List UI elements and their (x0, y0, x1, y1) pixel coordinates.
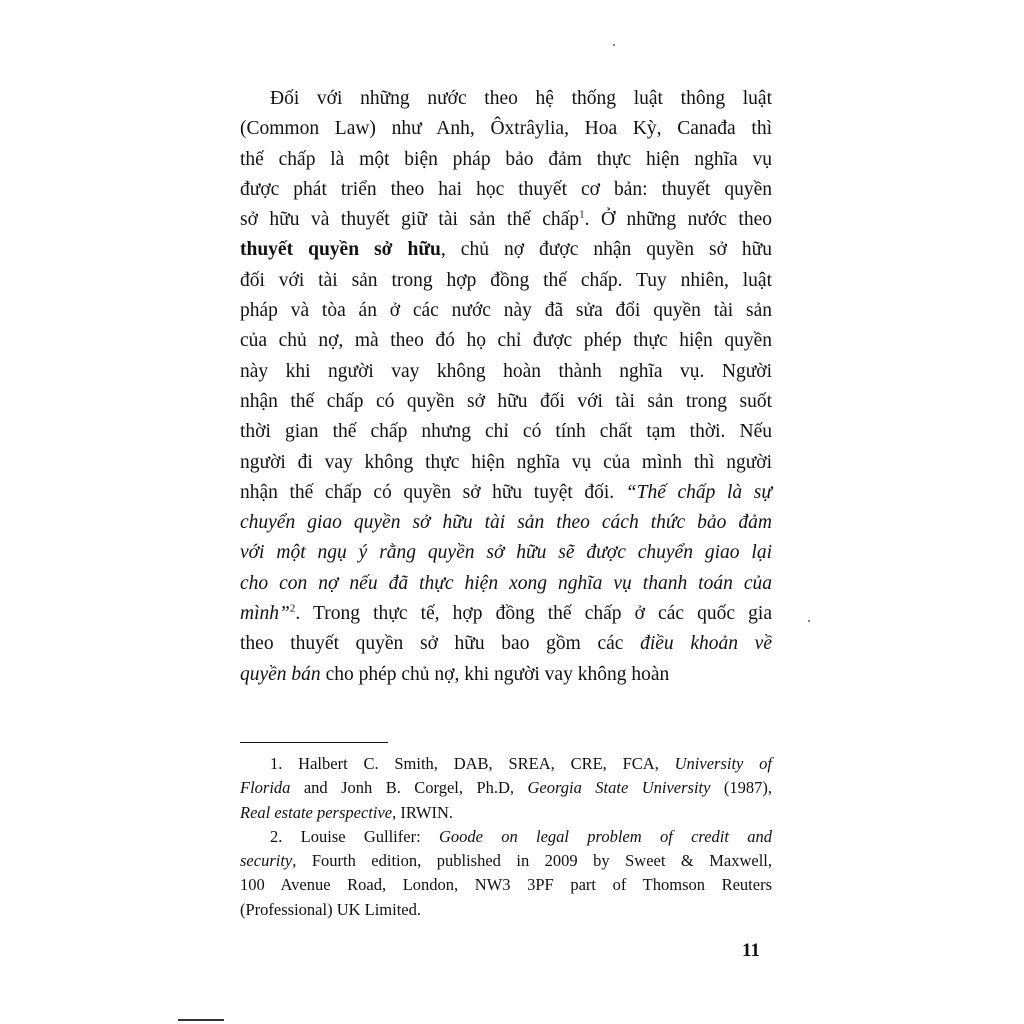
text-segment: . Ở những nước theo (584, 209, 772, 231)
text-segment: 1. Halbert C. Smith, DAB, SREA, CRE, FCA, (270, 754, 675, 773)
italic-term: điều khoản về (640, 633, 772, 655)
footnote-line (240, 801, 772, 825)
text-segment: theo thuyết quyền sở hữu bao gồm các (240, 633, 641, 655)
text-line (240, 508, 772, 538)
scan-edge-mark (178, 1019, 224, 1021)
italic-source: University of (674, 754, 772, 773)
italic-title: Goode on legal problem of credit and (438, 826, 772, 846)
text-line: thế chấp là một biện pháp bảo đảm thực hiện nghĩa vụ (240, 148, 772, 170)
footnote-line: 100 Avenue Road, London, NW3 3PF part of Thomson Reuters (240, 875, 772, 895)
text-line (240, 235, 772, 265)
text-segment: 2. Louise Gullifer: (270, 826, 439, 846)
text-line: pháp và tòa án ở các nước này đã sửa đổi quyền tài sản (240, 300, 772, 322)
footnote-ref-1: 1 (579, 208, 585, 221)
speck-mark (808, 620, 810, 622)
text-segment: , Fourth edition, published in 2009 by Sweet & Maxwell, (292, 851, 772, 871)
page-number: 11 (742, 940, 760, 961)
italic-quote: “Thế chấp là sự (625, 481, 772, 503)
text-segment: (1987), (710, 778, 772, 798)
text-line (240, 660, 772, 690)
italic-quote: với một ngụ ý rằng quyền sở hữu sẽ được chuyển giao lại (240, 542, 772, 564)
text-segment: , chủ nợ được nhận quyền sở hữu (440, 239, 772, 261)
italic-source: Georgia State University (527, 778, 711, 798)
footnote-ref-2: 2 (289, 602, 296, 615)
main-paragraph (240, 84, 772, 690)
text-line: nhận thế chấp có quyền sở hữu đối với tài sản trong suốt (240, 390, 772, 412)
italic-title: Real estate perspective (240, 802, 393, 822)
text-line (240, 205, 772, 235)
text-segment: sở hữu và thuyết giữ tài sản thế chấp (240, 209, 580, 231)
text-segment: nhận thế chấp có quyền sở hữu tuyệt đối. (240, 481, 626, 503)
text-segment: and Jonh B. Corgel, Ph.D, (290, 778, 528, 798)
footnote-line (240, 752, 772, 776)
italic-quote: chuyển giao quyền sở hữu tài sản theo cách thức bảo đảm (240, 512, 772, 534)
italic-term: quyền bán (240, 663, 321, 685)
text-line: thời gian thế chấp nhưng chỉ có tính chất tạm thời. Nếu (240, 421, 772, 443)
text-line: được phát triển theo hai học thuyết cơ bản: thuyết quyền (240, 178, 772, 200)
italic-quote: mình” (240, 603, 290, 625)
text-line: (Common Law) như Anh, Ôxtrâylia, Hoa Kỳ, Canađa thì (240, 118, 772, 140)
text-line (240, 478, 772, 508)
footnotes (240, 752, 772, 922)
text-segment: . Trong thực tế, hợp đồng thế chấp ở các quốc gia (295, 603, 772, 625)
text-line (240, 538, 772, 568)
footnote-line: (Professional) UK Limited. (240, 899, 422, 919)
text-line (240, 599, 772, 629)
italic-title: security (240, 851, 293, 871)
text-line: người đi vay không thực hiện nghĩa vụ của mình thì người (240, 451, 772, 473)
text-line: đối với tài sản trong hợp đồng thế chấp. Tuy nhiên, luật (240, 269, 772, 291)
footnote-line (240, 849, 772, 873)
italic-quote: cho con nợ nếu đã thực hiện xong nghĩa vụ thanh toán của (240, 572, 772, 594)
text-line: Đối với những nước theo hệ thống luật thông luật (270, 88, 772, 109)
text-line: này khi người vay không hoàn thành nghĩa vụ. Người (240, 360, 772, 382)
footnote-line (240, 776, 772, 800)
italic-source: Florida (240, 778, 291, 798)
speck-mark (613, 44, 615, 46)
footnote-line (240, 825, 772, 849)
text-line (240, 629, 772, 659)
text-segment: cho phép chủ nợ, khi người vay không hoàn (320, 663, 670, 685)
text-line (240, 569, 772, 599)
bold-term: thuyết quyền sở hữu (240, 239, 441, 261)
text-line: của chủ nợ, mà theo đó họ chỉ được phép thực hiện quyền (240, 330, 772, 352)
footnote-divider (240, 742, 388, 743)
text-segment: , IRWIN. (392, 802, 454, 822)
